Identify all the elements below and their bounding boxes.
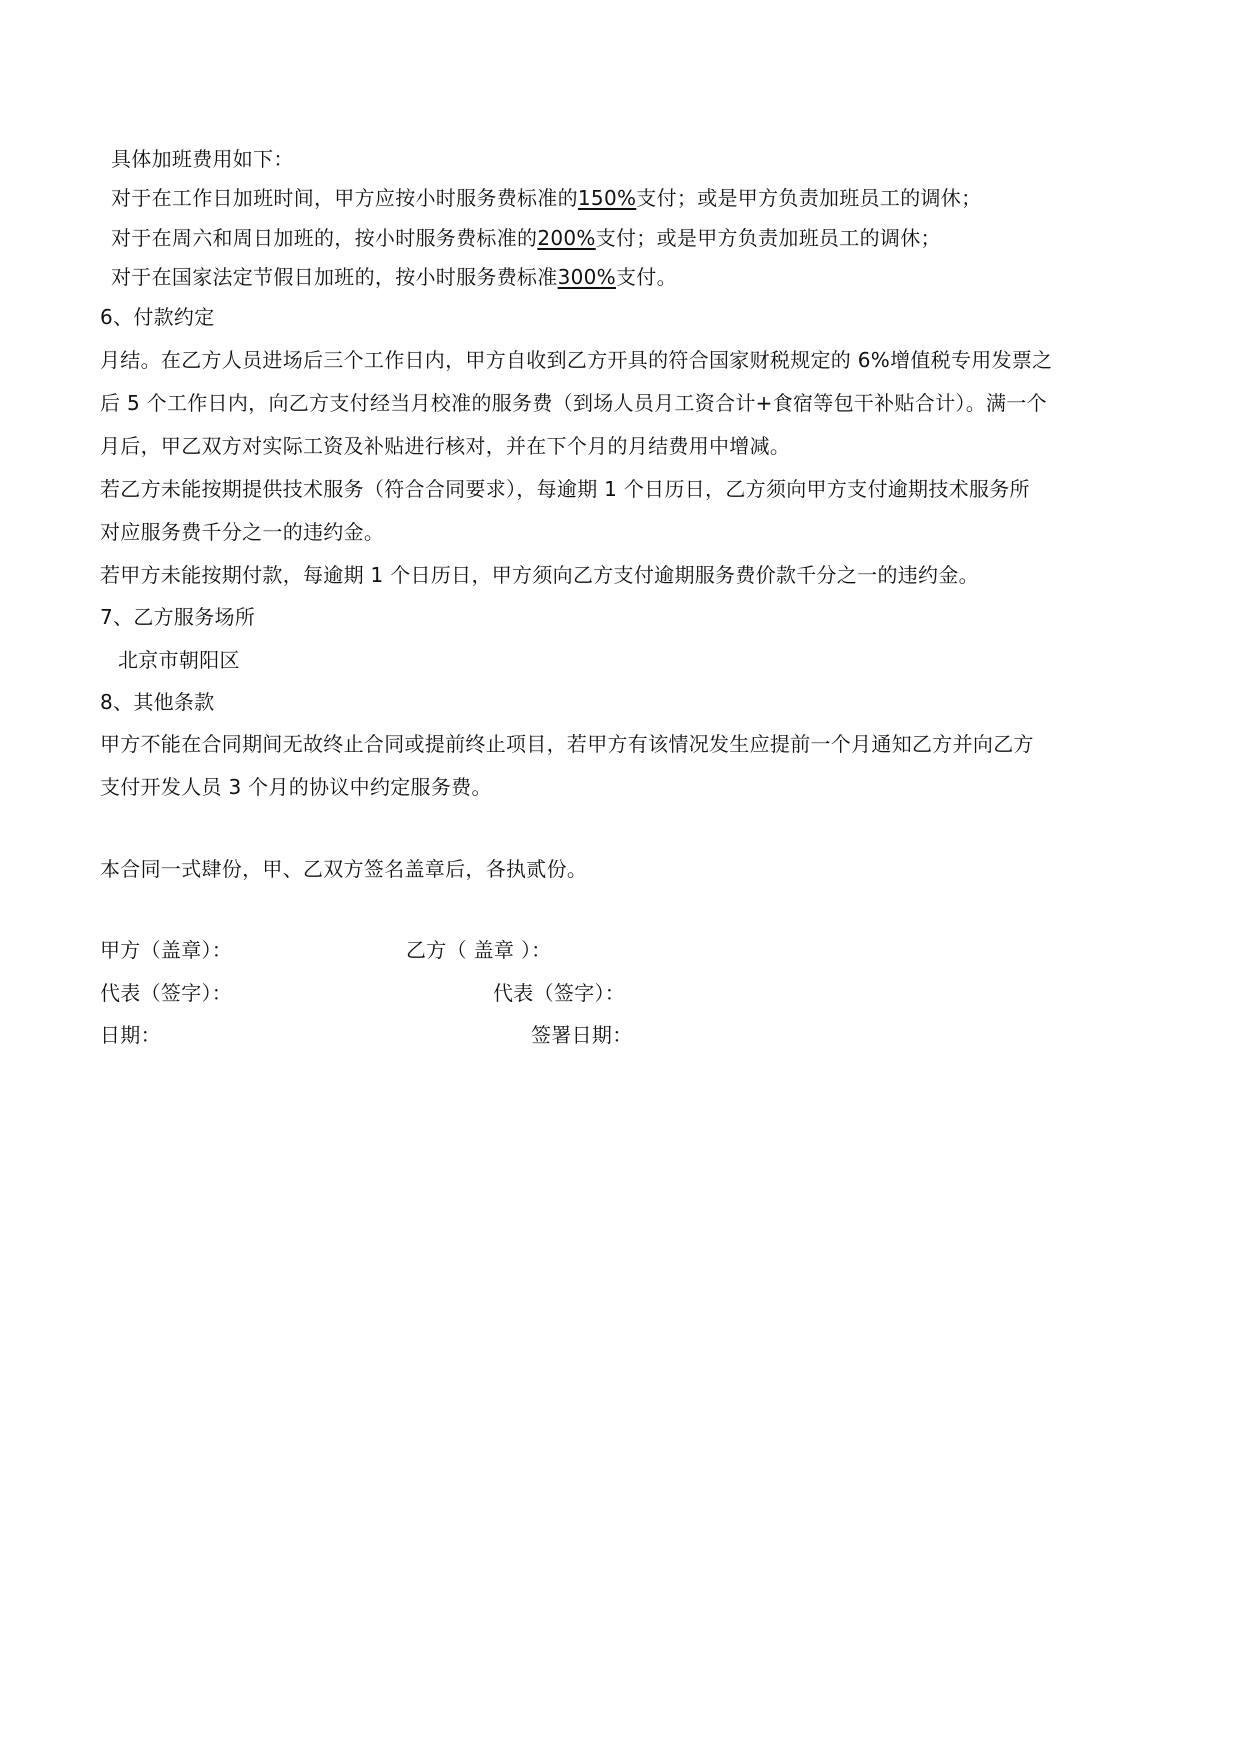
overtime-holiday-text: 对于在国家法定节假日加班的，按小时服务费标准	[111, 265, 558, 289]
overtime-holiday-rate: 300%	[557, 265, 616, 289]
overtime-intro-text: 具体加班费用如下：	[111, 147, 294, 171]
party-b-date-label: 签署日期：	[531, 1023, 633, 1047]
party-a-date-label: 日期：	[100, 1023, 161, 1047]
party-b-rep-label: 代表（签字）：	[493, 981, 626, 1005]
copies-clause: 本合同一式肆份，甲、乙双方签名盖章后，各执贰份。	[100, 857, 588, 881]
overtime-weekday-line	[111, 184, 981, 212]
overtime-weekend-rate: 200%	[537, 226, 596, 250]
overtime-weekday-text: 对于在工作日加班时间，甲方应按小时服务费标准的	[111, 186, 578, 210]
overtime-holiday-suffix: 支付。	[616, 265, 677, 289]
other-terms-heading: 8、其他条款	[100, 690, 215, 714]
overtime-weekday-rate: 150%	[577, 186, 637, 210]
overtime-weekend-line	[111, 224, 941, 252]
party-a-rep-label: 代表（签字）：	[100, 981, 233, 1005]
payment-line: 若乙方未能按期提供技术服务（符合合同要求），每逾期 1 个日历日，乙方须向甲方支付逾期技术服务所	[100, 477, 1030, 501]
service-location-value: 北京市朝阳区	[118, 648, 240, 672]
party-a-seal-label: 甲方（盖章）：	[100, 938, 233, 962]
payment-line: 月后，甲乙双方对实际工资及补贴进行核对，并在下个月的月结费用中增减。	[100, 434, 791, 458]
overtime-weekend-text: 对于在周六和周日加班的，按小时服务费标准的	[111, 226, 538, 250]
overtime-holiday-line	[111, 263, 677, 291]
payment-line: 月结。在乙方人员进场后三个工作日内，甲方自收到乙方开具的符合国家财税规定的 6%增值税专用发票之	[100, 348, 1053, 372]
overtime-weekend-suffix: 支付；或是甲方负责加班员工的调休；	[595, 226, 941, 250]
payment-heading: 6、付款约定	[100, 305, 215, 329]
other-terms-line: 甲方不能在合同期间无故终止合同或提前终止项目，若甲方有该情况发生应提前一个月通知乙方并向乙方	[100, 732, 1034, 756]
party-b-seal-label: 乙方（ 盖章 ）：	[406, 938, 552, 962]
service-location-heading: 7、乙方服务场所	[100, 605, 256, 629]
payment-line: 对应服务费千分之一的违约金。	[100, 520, 385, 544]
overtime-intro	[111, 145, 294, 173]
payment-line: 若甲方未能按期付款，每逾期 1 个日历日，甲方须向乙方支付逾期服务费价款千分之一的违约金。	[100, 563, 979, 587]
payment-line: 后 5 个工作日内，向乙方支付经当月校准的服务费（到场人员月工资合计+食宿等包干补贴合计）。满一个	[100, 391, 1047, 415]
other-terms-line: 支付开发人员 3 个月的协议中约定服务费。	[100, 775, 492, 799]
overtime-weekday-suffix: 支付；或是甲方负责加班员工的调休；	[636, 186, 982, 210]
